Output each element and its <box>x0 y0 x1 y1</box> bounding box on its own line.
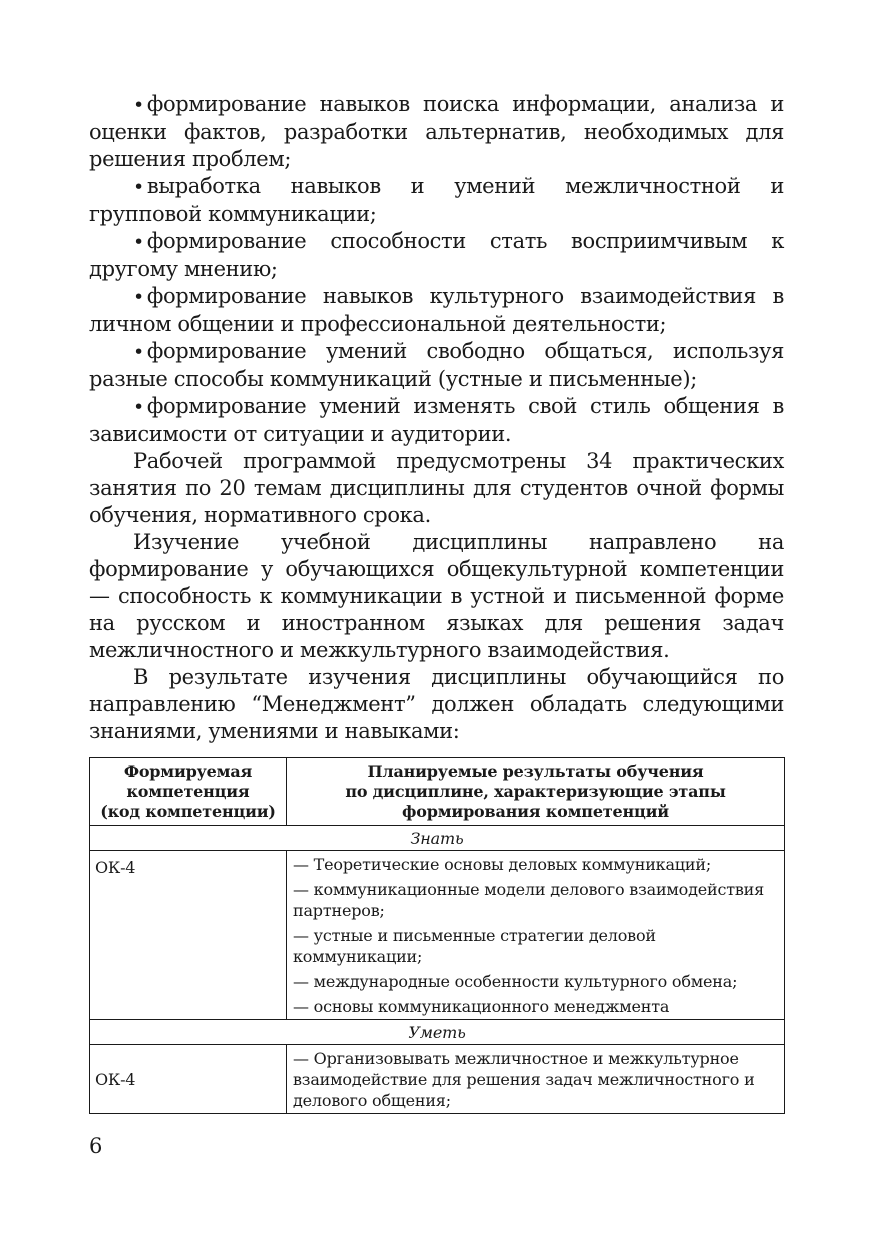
bullet-text: выработка навыков и умений межличностной и групповой коммуникации; <box>89 174 784 226</box>
bullet-text: формирование умений изменять свой стиль общения в зависимости от ситуации и аудитории. <box>89 394 784 446</box>
result-item: — коммуникационные модели делового взаимодействия партнеров; <box>293 880 765 920</box>
result-item: — устные и письменные стратегии деловой коммуникации; <box>293 926 656 966</box>
bullet-item <box>89 91 784 173</box>
bullet-text: формирование способности стать восприимчивым к другому мнению; <box>89 229 784 281</box>
section-row-can <box>90 1020 785 1045</box>
bullet-icon: • <box>133 231 144 253</box>
bullet-item <box>89 228 784 283</box>
results-cell <box>287 851 785 1020</box>
header-results: Планируемые результаты обучения по дисциплине, характеризующие этапы формирования компетенций <box>287 758 785 826</box>
section-row-know <box>90 826 785 851</box>
results-cell <box>287 1045 785 1114</box>
paragraph-competence: Изучение учебной дисциплины направлено на формирование у обучающихся общекультурной компетенции — способность к коммуникации в устной и письменной форме на русском и иностранном языках для решения задач межличностного и межкультурного взаимодействия. <box>89 530 784 662</box>
table-header-row <box>90 758 785 826</box>
bullet-icon: • <box>133 286 144 308</box>
header-competence: Формируемая компетенция (код компетенции) <box>90 758 287 826</box>
bullet-text: формирование умений свободно общаться, используя разные способы коммуникаций (устные и письменные); <box>89 339 784 391</box>
competence-code: ОК-4 <box>90 851 287 1020</box>
bullet-item <box>89 173 784 228</box>
bullet-item <box>89 393 784 448</box>
bullet-icon: • <box>133 396 144 418</box>
competency-table <box>89 757 785 1114</box>
bullet-text: формирование навыков культурного взаимодействия в личном общении и профессиональной деятельности; <box>89 284 784 336</box>
body-text <box>89 91 784 745</box>
section-title: Знать <box>90 826 785 851</box>
competence-code: ОК-4 <box>90 1045 287 1114</box>
bullet-item <box>89 338 784 393</box>
bullet-text: формирование навыков поиска информации, анализа и оценки фактов, разработки альтернатив, необходимых для решения проблем; <box>89 92 784 171</box>
page-number: 6 <box>89 1134 103 1158</box>
table-row <box>90 1045 785 1114</box>
result-item: — Теоретические основы деловых коммуникаций; <box>293 855 712 874</box>
result-item: — основы коммуникационного менеджмента <box>293 997 670 1016</box>
bullet-icon: • <box>133 341 144 363</box>
table-row <box>90 851 785 1020</box>
paragraph-results: В результате изучения дисциплины обучающийся по направлению “Менеджмент” должен обладать следующими знаниями, умениями и навыками: <box>89 665 784 743</box>
paragraph-practical-classes: Рабочей программой предусмотрены 34 практических занятия по 20 темам дисциплины для студентов очной формы обучения, нормативного срока. <box>89 449 784 527</box>
result-item: — международные особенности культурного обмена; <box>293 972 738 991</box>
bullet-icon: • <box>133 94 144 116</box>
bullet-item <box>89 283 784 338</box>
result-item: — Организовывать межличностное и межкультурное взаимодействие для решения задач межличностного и делового общения; <box>293 1049 755 1110</box>
section-title: Уметь <box>90 1020 785 1045</box>
bullet-icon: • <box>133 176 144 198</box>
